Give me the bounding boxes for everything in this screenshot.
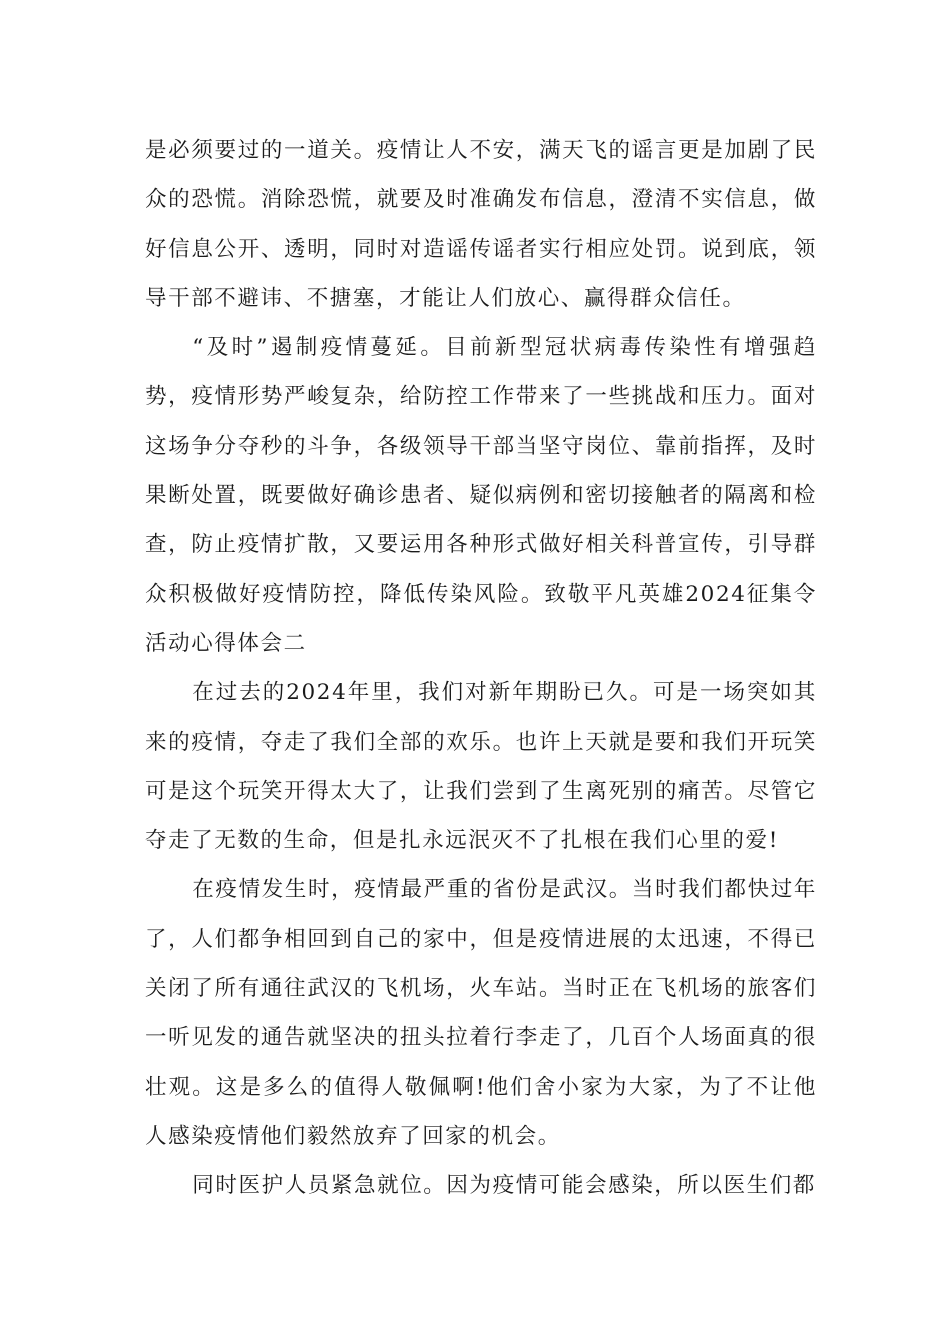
paragraph-1: 是必须要过的一道关。疫情让人不安，满天飞的谣言更是加剧了民众的恐慌。消除恐慌，就要及时准确发布信息，澄清不实信息，做好信息公开、透明，同时对造谣传谣者实行相应处罚。说到底，领导干部不避讳、不搪塞，才能让人们放心、赢得群众信任。 — [145, 138, 817, 311]
paragraph-3: 在过去的2024年里，我们对新年期盼已久。可是一场突如其来的疫情，夺走了我们全部的欢乐。也许上天就是要和我们开玩笑可是这个玩笑开得太大了，让我们尝到了生离死别的痛苦。尽管它夺走了无数的生命，但是扎永远泯灭不了扎根在我们心里的爱! — [145, 680, 817, 854]
paragraph-2: “及时”遏制疫情蔓延。目前新型冠状病毒传染性有增强趋势，疫情形势严峻复杂，给防控工作带来了一些挑战和压力。面对这场争分夺秒的斗争，各级领导干部当坚守岗位、靠前指挥，及时果断处置，既要做好确诊患者、疑似病例和密切接触者的隔离和检查，防止疫情扩散，又要运用各种形式做好相关科普宣传，引导群众积极做好疫情防控，降低传染风险。致敬平凡英雄2024征集令活动心得体会二 — [145, 335, 817, 656]
document-body — [145, 126, 817, 1211]
paragraph-5: 同时医护人员紧急就位。因为疫情可能会感染，所以医生们都 — [192, 1173, 816, 1199]
paragraph-4: 在疫情发生时，疫情最严重的省份是武汉。当时我们都快过年了，人们都争相回到自己的家中，但是疫情进展的太迅速，不得已关闭了所有通往武汉的飞机场，火车站。当时正在飞机场的旅客们一听见发的通告就坚决的扭头拉着行李走了，几百个人场面真的很壮观。这是多么的值得人敬佩啊!他们舍小家为大家，为了不让他人感染疫情他们毅然放弃了回家的机会。 — [145, 877, 817, 1149]
